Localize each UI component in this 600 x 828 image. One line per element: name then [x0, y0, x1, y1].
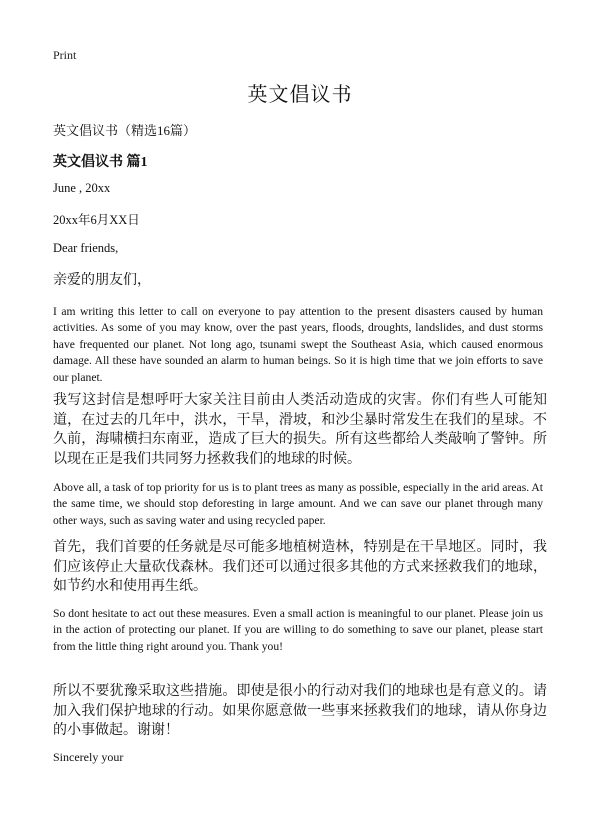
section-heading: 英文倡议书 篇1 [53, 155, 148, 170]
date-english: June , 20xx [53, 181, 111, 195]
page-title: 英文倡议书 [247, 84, 353, 106]
paragraph-chinese-2: 首先，我们首要的任务就是尽可能多地植树造林，特别是在干旱地区。同时，我们应该停止大量砍伐森林。我们还可以通过很多其他的方式来拯救我们的地球，如节约水和使用再生纸。 [53, 540, 547, 594]
paragraph-english-2: Above all, a task of top priority for us is to plant trees as many as possible, especially in the arid areas. At the same time, we should stop deforesting in large amount. And we can save our planet through many other ways, such as saving water and using recycled paper. [53, 481, 543, 527]
document-subtitle: 英文倡议书（精选16篇） [53, 123, 197, 138]
greeting-english: Dear friends, [53, 241, 119, 255]
paragraph-english-1: I am writing this letter to call on everyone to pay attention to the present disasters caused by human activities. As some of you may know, over the past years, floods, droughts, landslides, and dust storms have frequented our planet. Not long ago, tsunami swept the Southeast Asia, which caused enormous damage. All these have sounded an alarm to human beings. So it is high time that we join efforts to save our planet. [53, 305, 543, 384]
closing-line: Sincerely your [53, 750, 124, 764]
paragraph-chinese-1: 我写这封信是想呼吁大家关注目前由人类活动造成的灾害。你们有些人可能知道，在过去的几年中，洪水，干旱，滑坡，和沙尘暴时常发生在我们的星球。不久前，海啸横扫东南亚，造成了巨大的损失。所有这些都给人类敲响了警钟。所以现在正是我们共同努力拯救我们的地球的时候。 [53, 393, 547, 467]
print-link[interactable]: Print [53, 48, 77, 62]
date-chinese: 20xx年6月XX日 [53, 213, 140, 227]
paragraph-english-3: So dont hesitate to act out these measures. Even a small action is meaningful to our planet. Please join us in the action of protecting our planet. If you are willing to do something to save our planet, please start from the little thing right around you. Thank you! [53, 607, 543, 653]
greeting-chinese: 亲爱的朋友们， [53, 273, 151, 288]
paragraph-chinese-3: 所以不要犹豫采取这些措施。即使是很小的行动对我们的地球也是有意义的。请加入我们保护地球的行动。如果你愿意做一些事来拯救我们的地球，请从你身边的小事做起。谢谢！ [53, 684, 547, 738]
